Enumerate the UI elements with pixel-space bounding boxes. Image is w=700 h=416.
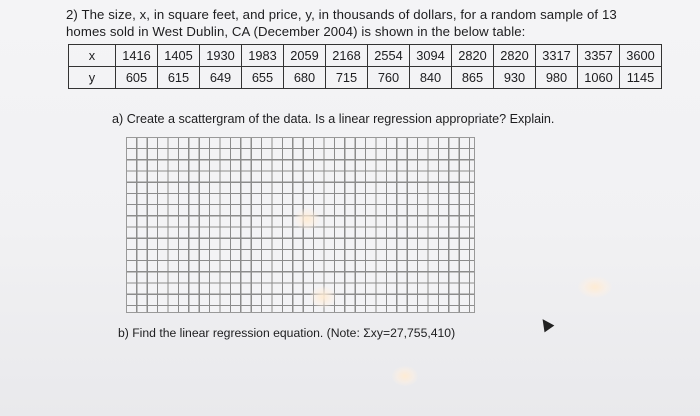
row-header-y: y <box>69 67 116 89</box>
table-cell: 2820 <box>452 45 494 67</box>
table-cell: 2820 <box>494 45 536 67</box>
table-cell: 980 <box>536 67 578 89</box>
table-cell: 715 <box>326 67 368 89</box>
table-cell: 3600 <box>620 45 662 67</box>
table-cell: 865 <box>452 67 494 89</box>
row-header-x: x <box>69 45 116 67</box>
table-cell: 760 <box>368 67 410 89</box>
table-cell: 3094 <box>410 45 452 67</box>
table-cell: 3357 <box>578 45 620 67</box>
light-glare <box>578 276 612 298</box>
light-glare <box>294 208 320 230</box>
table-cell: 930 <box>494 67 536 89</box>
table-cell: 605 <box>116 67 158 89</box>
table-cell: 840 <box>410 67 452 89</box>
table-cell: 680 <box>284 67 326 89</box>
table-cell: 1930 <box>200 45 242 67</box>
table-cell: 2554 <box>368 45 410 67</box>
light-glare <box>310 286 336 308</box>
table-cell: 2059 <box>284 45 326 67</box>
problem-line-2: homes sold in West Dublin, CA (December 2004) is shown in the below table: <box>66 24 526 39</box>
mouse-pointer-icon <box>538 316 555 333</box>
light-glare <box>392 366 418 386</box>
table-cell: 655 <box>242 67 284 89</box>
table-row-y <box>69 67 662 89</box>
table-cell: 1416 <box>116 45 158 67</box>
table-cell: 1983 <box>242 45 284 67</box>
table-row-x <box>69 45 662 67</box>
table-cell: 1405 <box>158 45 200 67</box>
problem-statement <box>66 6 666 40</box>
table-cell: 3317 <box>536 45 578 67</box>
table-cell: 1060 <box>578 67 620 89</box>
question-a: a) Create a scattergram of the data. Is a linear regression appropriate? Explain. <box>112 112 555 126</box>
table-cell: 1145 <box>620 67 662 89</box>
table-cell: 2168 <box>326 45 368 67</box>
problem-line-1: 2) The size, x, in square feet, and price, y, in thousands of dollars, for a random sample of 13 <box>66 7 617 22</box>
data-table <box>68 44 662 89</box>
question-b: b) Find the linear regression equation. (Note: Σxy=27,755,410) <box>118 326 456 340</box>
table-cell: 615 <box>158 67 200 89</box>
table-cell: 649 <box>200 67 242 89</box>
